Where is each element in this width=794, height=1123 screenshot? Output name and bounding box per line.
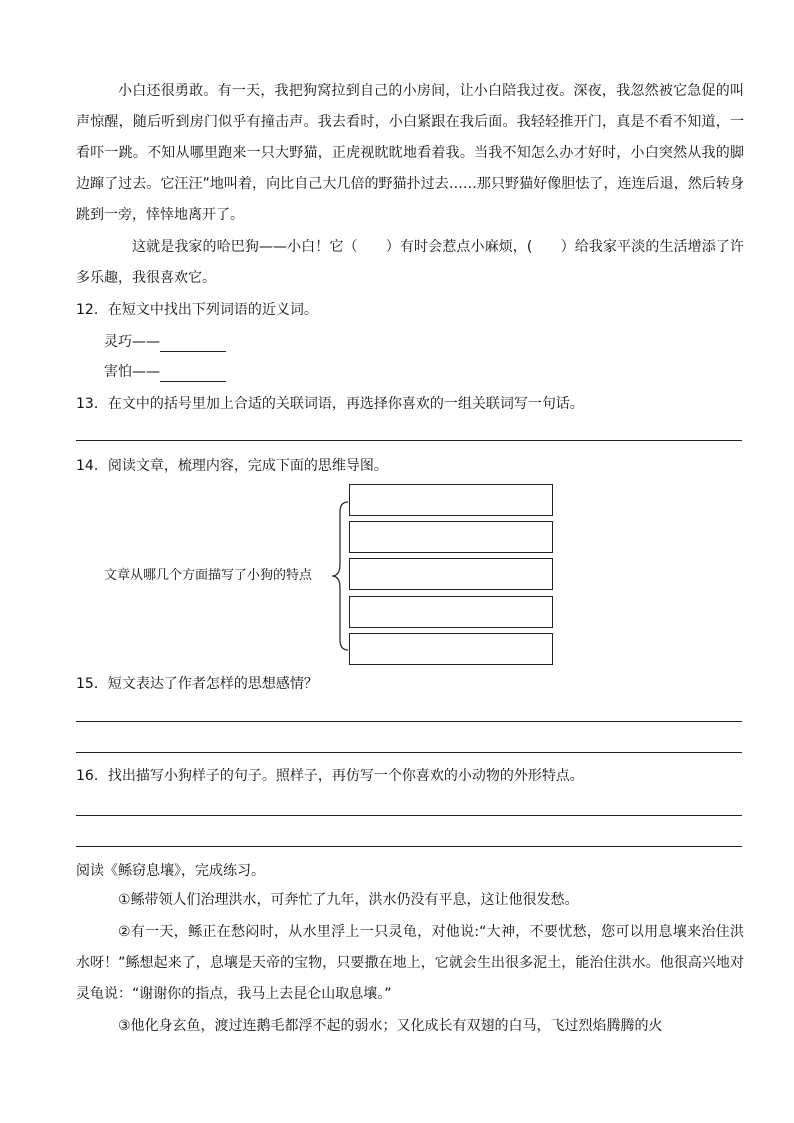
q16-answer-line-1[interactable] [76,815,742,816]
q16-answer-line-2[interactable] [76,846,742,847]
q13-answer-line[interactable] [76,440,742,441]
q12-item-2 [104,362,226,382]
question-16: 16．找出描写小狗样子的句子。照样子，再仿写一个你喜欢的小动物的外形特点。 [76,768,584,784]
passage1-paragraph-1: 小白还很勇敢。有一天，我把狗窝拉到自己的小房间，让小白陪我过夜。深夜，我忽然被它急促的叫声惊醒，随后听到房门似乎有撞击声。我去看时，小白紧跟在我后面。我轻轻推开门，真是不看不知道，一看吓一跳。不知从哪里跑来一只大野猫，正虎视眈眈地看着我。当我不知怎么办才好时，小白突然从我的脚边蹿了过去。它汪汪”地叫着，向比自己大几倍的野猫扑过去……那只野猫好像胆怯了，连连后退，然后转身跳到一旁，悻悻地离开了。 [76,83,744,223]
mindmap-box-2[interactable] [349,521,553,553]
q12-item-2-label: 害怕—— [104,364,160,380]
mindmap-box-4[interactable] [349,596,553,628]
passage2-paragraph-3: ③他化身玄鱼，渡过连鹅毛都浮不起的弱水；又化成长有双翅的白马，飞过烈焰腾腾的火 [118,1018,663,1034]
q12-item-1 [104,332,226,352]
passage1-paragraph-2: 这就是我家的哈巴狗——小白！它（ ）有时会惹点小麻烦，( ）给我家平淡的生活增添了许多乐趣，我很喜欢它。 [76,239,744,286]
question-14: 14．阅读文章，梳理内容，完成下面的思维导图。 [76,458,388,474]
mindmap-box-5[interactable] [349,633,553,665]
mindmap-box-1[interactable] [349,484,553,516]
question-13: 13．在文中的括号里加上合适的关联词语，再选择你喜欢的一组关联词写一句话。 [76,396,584,412]
passage2-paragraph-2: ②有一天，鲧正在愁闷时，从水里浮上一只灵龟，对他说:“大神，不要忧愁，您可以用息壤来治住洪水呀！”鲧想起来了，息壤是天帝的宝物，只要撒在地上，它就会生出很多泥土，能治住洪水。他很高兴地对灵龟说：“谢谢你的指点，我马上去昆仑山取息壤。” [76,924,744,1002]
q12-blank-1[interactable] [160,336,226,352]
mindmap-label: 文章从哪几个方面描写了小狗的特点 [104,568,313,583]
question-12: 12．在短文中找出下列词语的近义词。 [76,302,318,318]
q12-item-1-label: 灵巧—— [104,334,160,350]
q15-answer-line-1[interactable] [76,721,742,722]
question-15: 15．短文表达了作者怎样的思想感情？ [76,676,318,692]
brace-icon [330,500,350,652]
passage2-intro: 阅读《鲧窃息壤》，完成练习。 [76,863,265,879]
passage2-paragraph-1: ①鲧带领人们治理洪水，可奔忙了九年，洪水仍没有平息，这让他很发愁。 [118,892,579,908]
q12-blank-2[interactable] [160,366,226,382]
q15-answer-line-2[interactable] [76,752,742,753]
mindmap-box-3[interactable] [349,558,553,590]
